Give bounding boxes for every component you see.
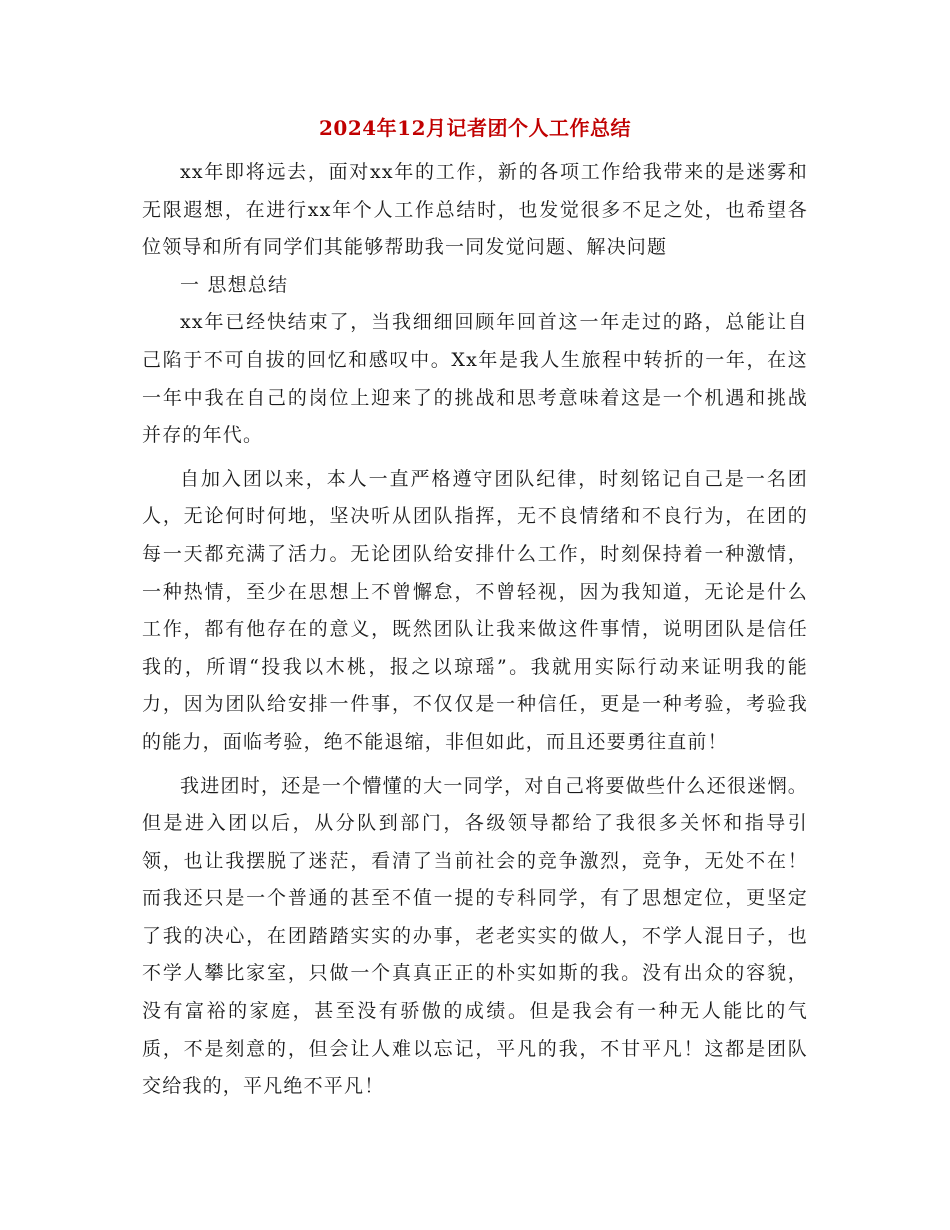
section-heading: 一 思想总结 [180,273,289,296]
intro-paragraph: xx年即将远去，面对xx年的工作，新的各项工作给我带来的是迷雾和无限遐想，在进行xx年个人工作总结时，也发觉很多不足之处，也希望各位领导和所有同学们其能够帮助我一同发觉问题、解决问题 [142,161,808,259]
body-paragraph: 自加入团以来，本人一直严格遵守团队纪律，时刻铭记自己是一名团人，无论何时何地，坚决听从团队指挥，无不良情绪和不良行为，在团的每一天都充满了活力。无论团队给安排什么工作，时刻保持着一种激情，一种热情，至少在思想上不曾懈怠，不曾轻视，因为我知道，无论是什么工作，都有他存在的意义，既然团队让我来做这件事情，说明团队是信任我的，所谓“投我以木桃，报之以琼瑶”。我就用实际行动来证明我的能力，因为团队给安排一件事，不仅仅是一种信任，更是一种考验，考验我的能力，面临考验，绝不能退缩，非但如此，而且还要勇往直前！ [142,467,808,753]
document-title: 2024年12月记者团个人工作总结 [319,116,631,140]
body-paragraph: 我进团时，还是一个懵懂的大一同学，对自己将要做些什么还很迷惘。但是进入团以后，从分队到部门，各级领导都给了我很多关怀和指导引领，也让我摆脱了迷茫，看清了当前社会的竞争激烈，竞争，无处不在！而我还只是一个普通的甚至不值一提的专科同学，有了思想定位，更坚定了我的决心，在团踏踏实实的办事，老老实实的做人，不学人混日子，也不学人攀比家室，只做一个真真正正的朴实如斯的我。没有出众的容貌，没有富裕的家庭，甚至没有骄傲的成绩。但是我会有一种无人能比的气质，不是刻意的，但会让人难以忘记，平凡的我，不甘平凡！这都是团队交给我的，平凡绝不平凡！ [142,774,808,1098]
body-paragraph: xx年已经快结束了，当我细细回顾年回首这一年走过的路，总能让自己陷于不可自拔的回忆和感叹中。Xx年是我人生旅程中转折的一年，在这一年中我在自己的岗位上迎来了的挑战和思考意味着这是一个机遇和挑战并存的年代。 [142,311,808,447]
document-page [142,108,808,1106]
